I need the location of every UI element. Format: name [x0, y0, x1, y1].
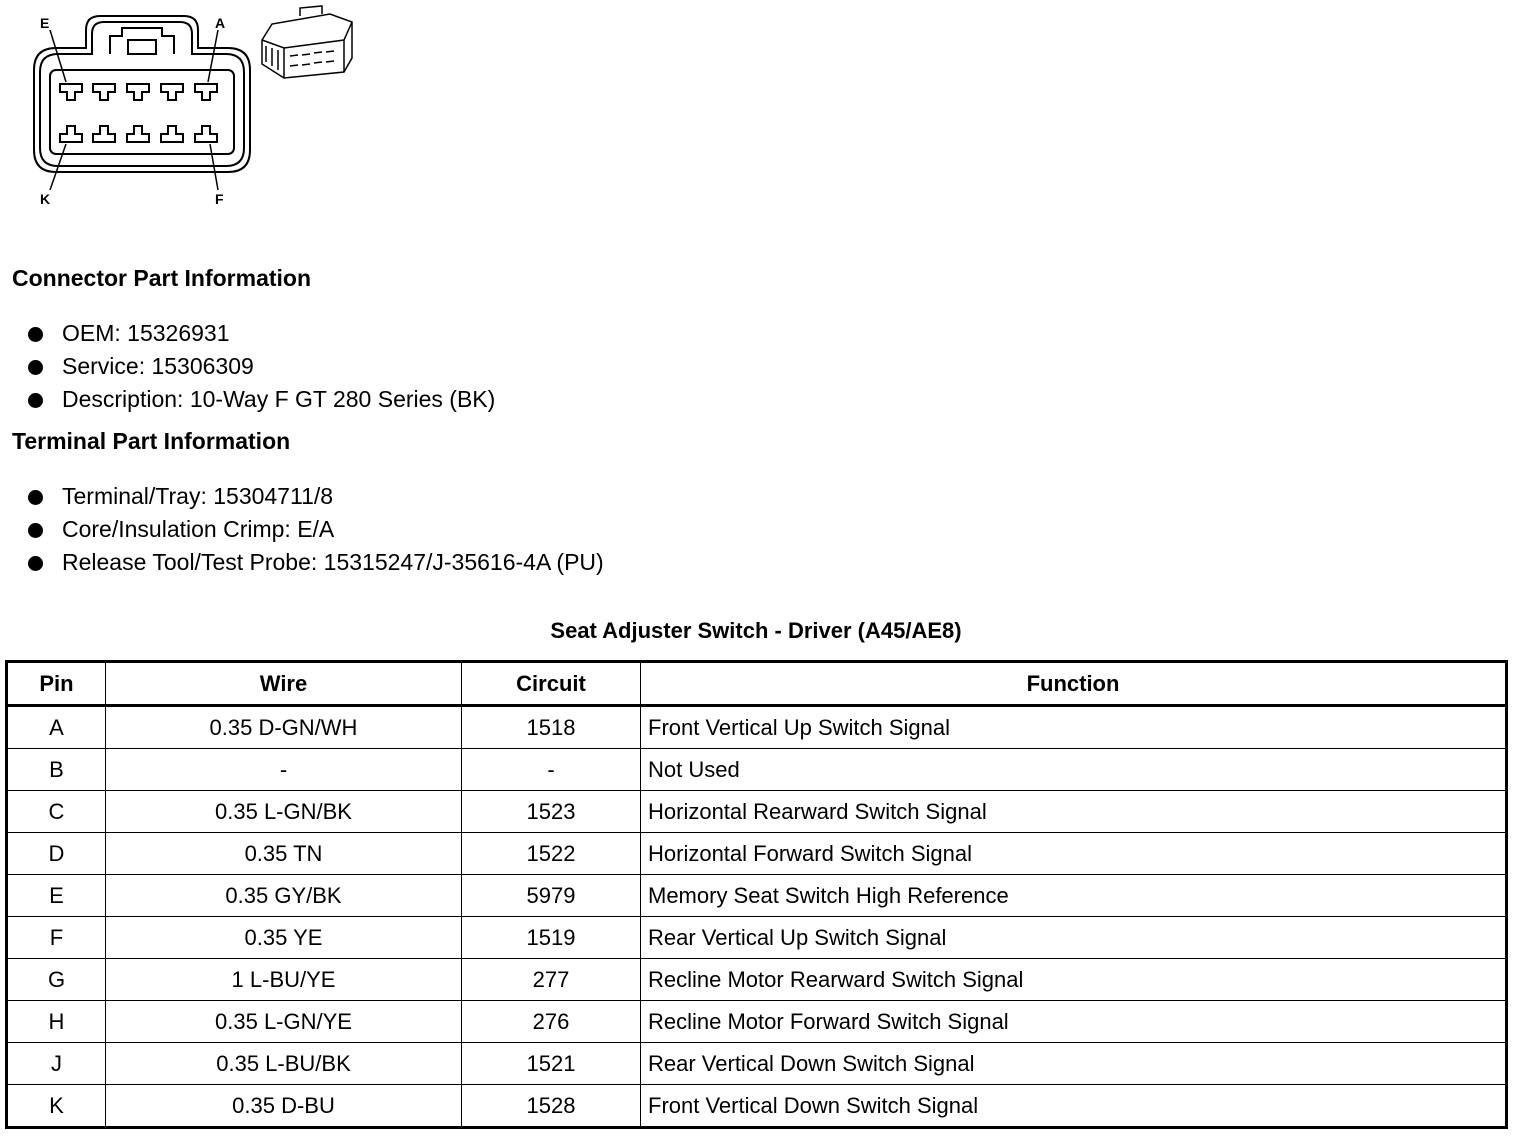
wire-cell: 0.35 L-GN/BK [106, 791, 462, 833]
terminal-info-list [28, 480, 604, 579]
wire-cell: 0.35 D-GN/WH [106, 706, 462, 749]
table-row [7, 1085, 1507, 1128]
list-item: Core/Insulation Crimp: E/A [28, 513, 604, 546]
pin-label-e: E [40, 15, 50, 31]
column-header-function: Function [641, 662, 1507, 706]
wire-cell: 0.35 TN [106, 833, 462, 875]
wire-cell: 0.35 YE [106, 917, 462, 959]
function-cell: Rear Vertical Up Switch Signal [641, 917, 1507, 959]
function-cell: Horizontal Forward Switch Signal [641, 833, 1507, 875]
pin-label-k: K [40, 191, 51, 207]
pin-cell: J [7, 1043, 106, 1085]
function-cell: Front Vertical Up Switch Signal [641, 706, 1507, 749]
table-row [7, 1043, 1507, 1085]
bottom-row-terminals [60, 126, 217, 142]
wire-cell: 0.35 L-BU/BK [106, 1043, 462, 1085]
pin-cell: F [7, 917, 106, 959]
table-row [7, 917, 1507, 959]
table-row [7, 706, 1507, 749]
bullet-icon [28, 327, 43, 342]
top-row-terminals [60, 84, 217, 100]
bullet-icon [28, 556, 43, 571]
circuit-cell: 1522 [462, 833, 641, 875]
table-row [7, 1001, 1507, 1043]
function-cell: Recline Motor Forward Switch Signal [641, 1001, 1507, 1043]
column-header-pin: Pin [7, 662, 106, 706]
circuit-cell: 277 [462, 959, 641, 1001]
pin-cell: B [7, 749, 106, 791]
connector-isometric-view [262, 6, 352, 78]
function-cell: Horizontal Rearward Switch Signal [641, 791, 1507, 833]
connector-info-list [28, 317, 495, 416]
connector-info-title: Connector Part Information [12, 265, 312, 291]
pin-cell: H [7, 1001, 106, 1043]
bullet-icon [28, 360, 43, 375]
pin-label-a: A [215, 15, 226, 31]
circuit-cell: - [462, 749, 641, 791]
list-item: Description: 10-Way F GT 280 Series (BK) [28, 383, 495, 416]
list-item: OEM: 15326931 [28, 317, 495, 350]
pin-cell: C [7, 791, 106, 833]
circuit-cell: 1523 [462, 791, 641, 833]
circuit-cell: 5979 [462, 875, 641, 917]
pin-cell: K [7, 1085, 106, 1128]
table-row [7, 833, 1507, 875]
table-row [7, 875, 1507, 917]
table-row [7, 959, 1507, 1001]
bullet-icon [28, 490, 43, 505]
table-row [7, 749, 1507, 791]
column-header-wire: Wire [106, 662, 462, 706]
circuit-cell: 276 [462, 1001, 641, 1043]
table-title: Seat Adjuster Switch - Driver (A45/AE8) [550, 618, 962, 643]
pin-cell: A [7, 706, 106, 749]
pin-cell: E [7, 875, 106, 917]
column-header-circuit: Circuit [462, 662, 641, 706]
circuit-cell: 1519 [462, 917, 641, 959]
wire-cell: - [106, 749, 462, 791]
function-cell: Front Vertical Down Switch Signal [641, 1085, 1507, 1128]
circuit-cell: 1521 [462, 1043, 641, 1085]
list-item: Service: 15306309 [28, 350, 495, 383]
function-cell: Not Used [641, 749, 1507, 791]
circuit-cell: 1528 [462, 1085, 641, 1128]
pinout-table [5, 660, 1508, 1129]
pin-cell: G [7, 959, 106, 1001]
bullet-icon [28, 523, 43, 538]
terminal-info-title: Terminal Part Information [12, 428, 291, 454]
function-cell: Memory Seat Switch High Reference [641, 875, 1507, 917]
function-cell: Recline Motor Rearward Switch Signal [641, 959, 1507, 1001]
wire-cell: 1 L-BU/YE [106, 959, 462, 1001]
wire-cell: 0.35 GY/BK [106, 875, 462, 917]
wire-cell: 0.35 L-GN/YE [106, 1001, 462, 1043]
table-row [7, 791, 1507, 833]
list-item: Release Tool/Test Probe: 15315247/J-35616-4A (PU) [28, 546, 604, 579]
connector-diagram [0, 0, 380, 220]
pin-cell: D [7, 833, 106, 875]
function-cell: Rear Vertical Down Switch Signal [641, 1043, 1507, 1085]
pin-label-f: F [215, 191, 224, 207]
table-header-row [7, 662, 1507, 706]
wire-cell: 0.35 D-BU [106, 1085, 462, 1128]
circuit-cell: 1518 [462, 706, 641, 749]
bullet-icon [28, 393, 43, 408]
list-item: Terminal/Tray: 15304711/8 [28, 480, 604, 513]
